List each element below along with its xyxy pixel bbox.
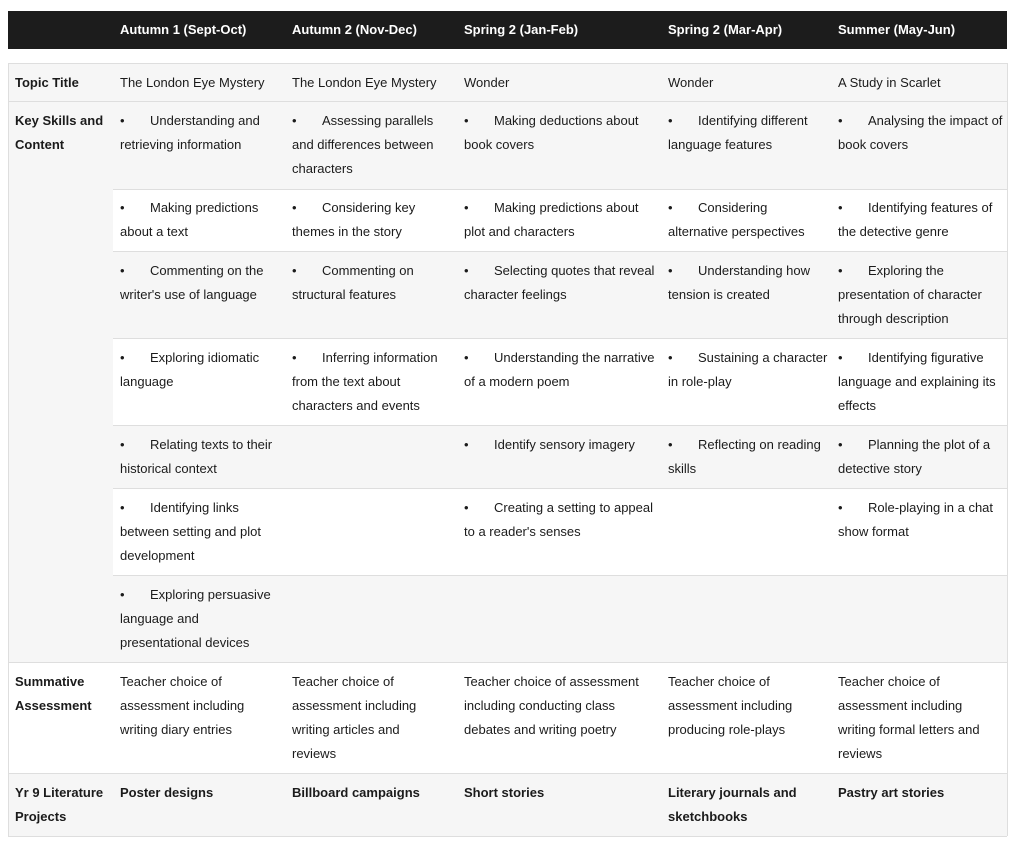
topic-cell: The London Eye Mystery	[292, 75, 437, 90]
bullet: •	[292, 350, 297, 365]
bullet: •	[838, 500, 843, 515]
skill-text: Commenting on structural features	[292, 263, 414, 302]
assessment-cell: Teacher choice of assessment including writing diary entries	[120, 674, 245, 737]
row-label-key-skills: Key Skills and Content	[15, 113, 104, 152]
skill-text: Understanding and retrieving information	[120, 113, 260, 152]
row-divider	[113, 338, 1007, 339]
skill-text: Making predictions about a text	[120, 200, 259, 239]
bullet: •	[838, 113, 843, 128]
bullet: •	[838, 263, 843, 278]
project-cell: Poster designs	[120, 785, 214, 800]
topic-cell: Wonder	[464, 75, 510, 90]
skill-item	[292, 259, 454, 307]
skill-item	[838, 433, 1003, 481]
skill-text: Understanding how tension is created	[668, 263, 811, 302]
skill-text: Making predictions about plot and characters	[464, 200, 639, 239]
topic-cell: A Study in Scarlet	[838, 75, 941, 90]
row-divider	[113, 189, 1007, 190]
bullet: •	[292, 200, 297, 215]
row-divider	[113, 575, 1007, 576]
bullet: •	[120, 350, 125, 365]
skill-text: Planning the plot of a detective story	[838, 437, 991, 476]
skill-text: Selecting quotes that reveal character feelings	[464, 263, 655, 302]
bullet: •	[668, 113, 673, 128]
bullet: •	[464, 437, 469, 452]
row-divider	[8, 101, 1007, 102]
skill-text: Exploring persuasive language and presentational devices	[120, 587, 271, 650]
skill-item	[838, 196, 1003, 244]
topic-cell: Wonder	[668, 75, 714, 90]
bullet: •	[464, 350, 469, 365]
skill-text: Understanding the narrative of a modern poem	[464, 350, 655, 389]
skill-text: Creating a setting to appeal to a reader's senses	[464, 500, 653, 539]
skill-text: Commenting on the writer's use of language	[120, 263, 264, 302]
skill-text: Sustaining a character in role-play	[668, 350, 828, 389]
skill-item	[668, 196, 828, 244]
skill-item	[292, 196, 454, 244]
bullet: •	[120, 500, 125, 515]
label-band-skills	[8, 102, 113, 662]
skill-text: Considering key themes in the story	[292, 200, 416, 239]
row-label-summative-assessment: Summative Assessment	[15, 674, 92, 713]
project-cell: Pastry art stories	[838, 785, 945, 800]
skill-text: Identifying different language features	[668, 113, 808, 152]
skill-text: Analysing the impact of book covers	[838, 113, 1003, 152]
assessment-cell: Teacher choice of assessment including writing articles and reviews	[292, 674, 417, 761]
skill-item	[464, 433, 660, 457]
assessment-cell: Teacher choice of assessment including conducting class debates and writing poetry	[464, 674, 639, 737]
skill-text: Relating texts to their historical context	[120, 437, 273, 476]
row-divider	[8, 836, 1007, 837]
bullet: •	[668, 437, 673, 452]
skill-item	[120, 346, 280, 394]
skill-item	[668, 346, 828, 394]
bullet: •	[120, 113, 125, 128]
assessment-cell: Teacher choice of assessment including producing role-plays	[668, 674, 793, 737]
skill-item	[838, 259, 1003, 331]
skill-text: Reflecting on reading skills	[668, 437, 821, 476]
bullet: •	[464, 263, 469, 278]
skill-item	[668, 433, 828, 481]
row-divider	[113, 488, 1007, 489]
topic-cell: The London Eye Mystery	[120, 75, 265, 90]
row-divider	[8, 63, 1007, 64]
skill-item	[668, 109, 828, 157]
skill-text: Making deductions about book covers	[464, 113, 639, 152]
bullet: •	[120, 437, 125, 452]
skill-item	[838, 496, 1003, 544]
assessment-cell: Teacher choice of assessment including writing formal letters and reviews	[838, 674, 980, 761]
bullet: •	[668, 263, 673, 278]
table-border-left	[8, 63, 9, 836]
bullet: •	[838, 350, 843, 365]
skill-text: Considering alternative perspectives	[668, 200, 805, 239]
skill-item	[120, 196, 280, 244]
bullet: •	[464, 500, 469, 515]
skill-text: Exploring the presentation of character through description	[838, 263, 982, 326]
bullet: •	[838, 200, 843, 215]
bullet: •	[292, 263, 297, 278]
skill-item	[668, 259, 828, 307]
column-header-autumn-2: Autumn 2 (Nov-Dec)	[292, 22, 417, 37]
bullet: •	[292, 113, 297, 128]
row-divider	[113, 251, 1007, 252]
skill-text: Exploring idiomatic language	[120, 350, 260, 389]
skill-item	[464, 109, 660, 157]
bullet: •	[668, 200, 673, 215]
skill-item	[120, 433, 280, 481]
skill-text: Assessing parallels and differences between characters	[292, 113, 434, 176]
bullet: •	[668, 350, 673, 365]
bullet: •	[120, 200, 125, 215]
skill-item	[120, 496, 280, 568]
skill-item	[464, 196, 660, 244]
row-divider	[8, 773, 1007, 774]
skill-item	[120, 109, 280, 157]
project-cell: Billboard campaigns	[292, 785, 420, 800]
column-header-autumn-1: Autumn 1 (Sept-Oct)	[120, 22, 247, 37]
skill-item	[292, 346, 454, 418]
skill-item	[838, 346, 1003, 418]
table-border-right	[1007, 63, 1008, 836]
bullet: •	[120, 263, 125, 278]
row-divider	[8, 662, 1007, 663]
bullet: •	[464, 200, 469, 215]
project-cell: Literary journals and sketchbooks	[668, 785, 797, 824]
skill-text: Identifying figurative language and explaining its effects	[838, 350, 996, 413]
skill-item	[464, 259, 660, 307]
bullet: •	[120, 587, 125, 602]
skill-text: Identifying features of the detective genre	[838, 200, 993, 239]
skill-item	[464, 496, 660, 544]
bullet: •	[838, 437, 843, 452]
skill-item	[292, 109, 454, 181]
skill-text: Inferring information from the text about characters and events	[292, 350, 438, 413]
column-header-summer: Summer (May-Jun)	[838, 22, 956, 37]
skill-text: Role-playing in a chat show format	[838, 500, 994, 539]
row-label-literature-projects: Yr 9 Literature Projects	[15, 785, 104, 824]
bullet: •	[464, 113, 469, 128]
row-divider	[113, 425, 1007, 426]
skill-text: Identify sensory imagery	[494, 437, 635, 452]
skill-text: Identifying links between setting and plot development	[120, 500, 261, 563]
skill-item	[464, 346, 660, 394]
row-label-topic-title: Topic Title	[15, 75, 79, 90]
skill-item	[838, 109, 1003, 157]
project-cell: Short stories	[464, 785, 545, 800]
column-header-spring-2: Spring 2 (Mar-Apr)	[668, 22, 783, 37]
skill-item	[120, 583, 280, 655]
skill-item	[120, 259, 280, 307]
column-header-spring-1: Spring 2 (Jan-Feb)	[464, 22, 579, 37]
